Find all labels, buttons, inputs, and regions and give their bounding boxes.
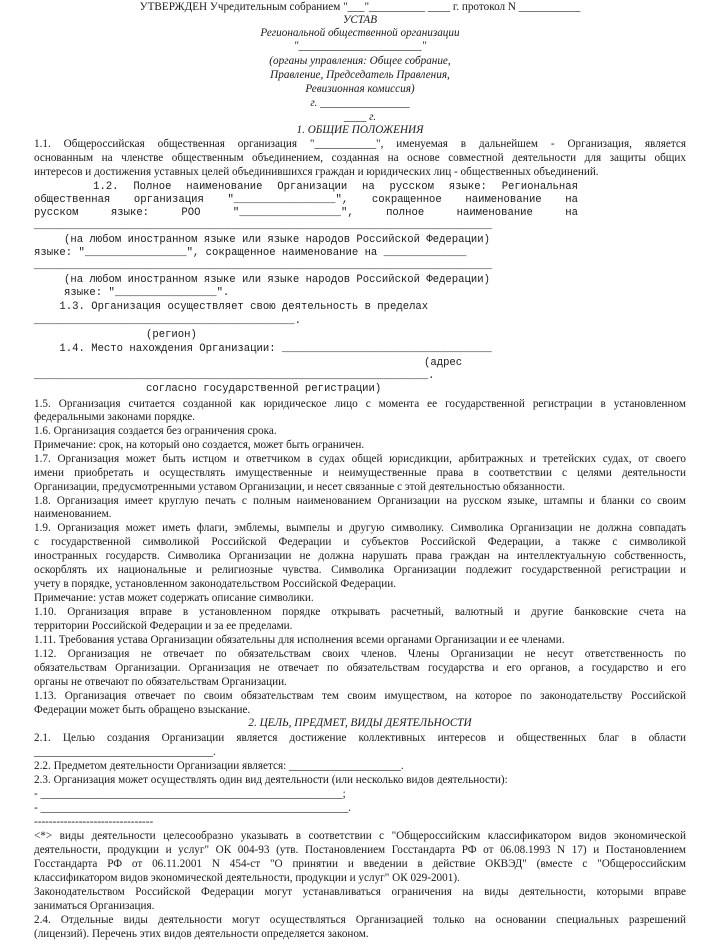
paragraph-line: территории Российской Федерации и за ее пределами. — [34, 620, 293, 632]
paragraph-line: Законодательством Российской Федерации могут устанавливаться ограничения на виды деятельности, которыми вправе — [34, 886, 686, 898]
paragraph-line: оскорблять их национальные и религиозные чувства. Символика Организации подлежит государственной регистрации и — [34, 564, 686, 576]
mono-line: (на любом иностранном языке или языке народов Российской Федерации) — [64, 274, 490, 286]
paragraph-line: ________________________________. — [34, 746, 216, 758]
paragraph-line: основанным на членстве общественным объединением, созданная на основе совместной деятельности для защиты общих — [34, 152, 686, 164]
paragraph-line: 2.2. Предметом деятельности Организации является: ____________________. — [34, 760, 404, 772]
mono-line: _________________________________________. — [34, 315, 302, 327]
paragraph-line: 2.3. Организация может осуществлять один вид деятельности (или несколько видов деятельности): — [34, 774, 508, 786]
mono-line: ______________________________________________________________. — [34, 370, 435, 382]
year-line: ____ г. — [343, 111, 377, 123]
paragraph-line: 1.8. Организация имеет круглую печать с полным наименованием Организации на русском языке, штампы и бланки со своим — [34, 495, 686, 507]
paragraph-line: 1.9. Организация может иметь флаги, эмблемы, вымпелы и другую символику. Символика Организации не должна совпадать — [34, 522, 686, 534]
paragraph-line: 1.7. Организация может быть истцом и ответчиком в судах общей юрисдикции, арбитражных и третейских судах, от своего — [34, 453, 686, 465]
mono-line: языке: "________________". — [64, 287, 230, 299]
paragraph-line: органы не отвечают по обязательствам Организации. — [34, 676, 287, 688]
footnote-line: деятельности, продукции и услуг" ОК 004-93 (утв. Постановлением Госстандарта РФ от 06.08.1993 N 17) и Постановлением — [34, 844, 686, 856]
paragraph-line: заниматься Организация. — [34, 900, 155, 912]
approval-line: УТВЕРЖДЕН Учредительным собранием "___"__________ ____ г. протокол N ___________ — [139, 1, 581, 13]
mono-line: общественная организация "________________", сокращенное наименование на — [34, 194, 578, 206]
paragraph-line: 1.11. Требования устава Организации обязательны для исполнения всеми органами Организации и ее членами. — [34, 634, 565, 646]
paragraph-line: 1.1. Общероссийская общественная организация "___________", именуемая в дальнейшем - Организация, является — [34, 138, 686, 150]
paragraph-line: (лицензий). Перечень этих видов деятельности определяется законом. — [34, 928, 369, 940]
paragraph-line: учету в порядке, установленном законодательством Российской Федерации. — [34, 578, 397, 590]
paragraph-line: 1.13. Организация отвечает по своим обязательствам тем своим имуществом, на которое по законодательству Российской — [34, 690, 686, 702]
footnote-line: Госстандарта РФ от 06.11.2001 N 454-ст "О принятии и введении в действие ОКВЭД" (вместе с "Общероссийским — [34, 858, 686, 870]
paragraph-line: 1.6. Организация создается без ограничения срока. — [34, 425, 277, 437]
paragraph-line: с государственной символикой Российской Федерации и субъектов Российской Федерации, а также с символикой — [34, 536, 686, 548]
city-line: г. ________________ — [310, 97, 410, 109]
section-2-heading: 2. ЦЕЛЬ, ПРЕДМЕТ, ВИДЫ ДЕЯТЕЛЬНОСТИ — [248, 717, 472, 729]
section-1-heading: 1. ОБЩИЕ ПОЛОЖЕНИЯ — [296, 124, 424, 136]
governance-line-3: Ревизионная комиссия) — [305, 83, 415, 95]
paragraph-line: 2.1. Целью создания Организации является достижение коллективных интересов и общественных благ в области — [34, 732, 686, 744]
mono-line: русском языке: РОО "________________", полное наименование на — [34, 207, 578, 219]
footnote-line: классификатором видов экономической деятельности, продукции и услуг" ОК 029-2001). — [34, 872, 460, 884]
footnote-separator: -------------------------------- — [34, 816, 154, 828]
paragraph-line: 1.5. Организация считается созданной как юридическое лицо с момента ее государственной регистрации в установленном — [34, 398, 686, 410]
mono-line: ________________________________________________________________________ — [34, 220, 492, 232]
mono-line: согласно государственной регистрации) — [146, 383, 382, 395]
paragraph-line: Организации, предусмотренными уставом Организации, и несет связанные с этой деятельностью обязанности. — [34, 481, 566, 493]
mono-line: ________________________________________________________________________ — [34, 260, 492, 272]
paragraph-line: - _______________________________________________________. — [34, 802, 351, 814]
mono-line: (регион) — [146, 329, 197, 341]
governance-line-1: (органы управления: Общее собрание, — [269, 55, 451, 67]
paragraph-line: федеральными законами порядке. — [34, 411, 196, 423]
paragraph-line: Примечание: срок, на который оно создается, может быть ограничен. — [34, 439, 365, 451]
paragraph-line: 1.12. Организация не отвечает по обязательствам своих членов. Члены Организации не несут ответственность по — [34, 648, 686, 660]
paragraph-line: Федерации может быть обращено взыскание. — [34, 704, 251, 716]
org-type: Региональной общественной организации — [260, 27, 460, 39]
mono-line: 1.2. Полное наименование Организации на русском языке: Региональная — [34, 181, 578, 193]
mono-line: 1.4. Место нахождения Организации: _________________________________ — [34, 343, 492, 355]
footnote-line: <*> виды деятельности целесообразно указывать в соответствии с "Общероссийским классификатором видов экономической — [34, 830, 686, 842]
org-name-blank: "______________________" — [293, 40, 427, 52]
paragraph-line: обязательствам Организации. Организация не отвечает по обязательствам государства и его органов, а государство и его — [34, 662, 686, 674]
paragraph-line: интересов и достижения уставных целей объединившихся граждан и юридических лиц - общественных объединений. — [34, 166, 599, 178]
paragraph-line: 1.10. Организация вправе в установленном порядке открывать расчетный, валютный и другие банковские счета на — [34, 606, 686, 618]
document-title: УСТАВ — [342, 14, 378, 26]
mono-line: 1.3. Организация осуществляет свою деятельность в пределах — [34, 301, 429, 313]
paragraph-line: иностранных государств. Символика Организации не должна нарушать права граждан на интеллектуальную собственность, — [34, 550, 686, 562]
paragraph-line: наименованием. — [34, 508, 112, 520]
mono-line: (адрес — [424, 357, 463, 369]
paragraph-line: - ______________________________________________________; — [34, 788, 346, 800]
mono-line: (на любом иностранном языке или языке народов Российской Федерации) — [64, 234, 490, 246]
mono-line: языке: "________________", сокращенное наименование на _____________ — [34, 247, 467, 259]
governance-line-2: Правление, Председатель Правления, — [270, 69, 450, 81]
paragraph-line: 2.4. Отдельные виды деятельности могут осуществляться Организацией только на основании специальных разрешений — [34, 914, 686, 926]
paragraph-line: имени приобретать и осуществлять имущественные и неимущественные права в соответствии с целями деятельности — [34, 467, 686, 479]
paragraph-line: Примечание: устав может содержать описание символики. — [34, 592, 314, 604]
